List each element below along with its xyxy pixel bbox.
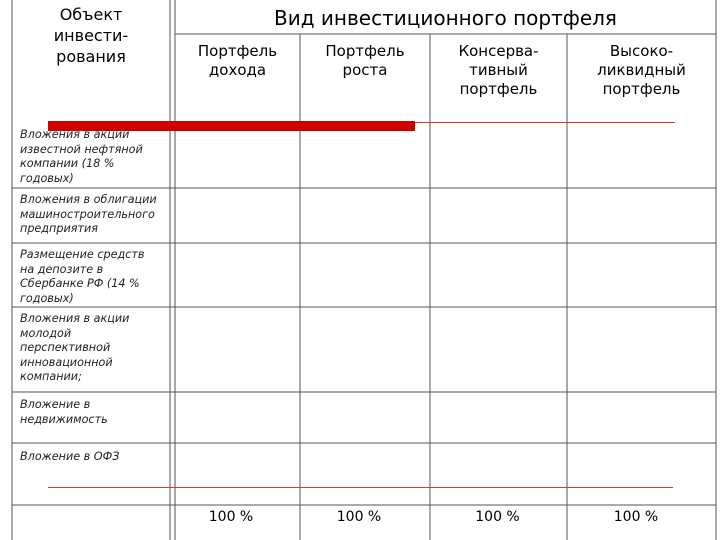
total-conservative: 100 %: [475, 509, 520, 525]
column-header-income: Портфель дохода: [197, 42, 278, 79]
header-object: Объект инвести- рования: [53, 5, 129, 66]
row-label-real-estate: Вложение в недвижимость: [20, 398, 108, 426]
column-header-conservative: Консерва- тивный портфель: [458, 42, 539, 98]
row-label-innovative-shares: Вложения в акции молодой перспективной инновационной компании;: [20, 312, 130, 384]
accent-line-top: [415, 122, 675, 123]
row-label-oil-shares: Вложения в акции известной нефтяной компании (18 % годовых): [20, 128, 143, 185]
total-growth: 100 %: [336, 509, 382, 525]
header-portfolio-type: Вид инвестиционного портфеля: [274, 6, 617, 30]
accent-line-bottom: [48, 487, 673, 488]
row-label-ofz: Вложение в ОФЗ: [20, 450, 120, 463]
row-label-bonds: Вложения в облигации машиностроительного предприятия: [20, 193, 157, 236]
row-label-deposit: Размещение средств на депозите в Сбербанке РФ (14 % годовых): [20, 248, 145, 305]
total-high-liquidity: 100 %: [613, 509, 659, 525]
total-income: 100 %: [208, 509, 254, 525]
column-header-high-liquidity: Высоко- ликвидный портфель: [597, 42, 686, 98]
column-header-growth: Портфель роста: [325, 42, 405, 79]
